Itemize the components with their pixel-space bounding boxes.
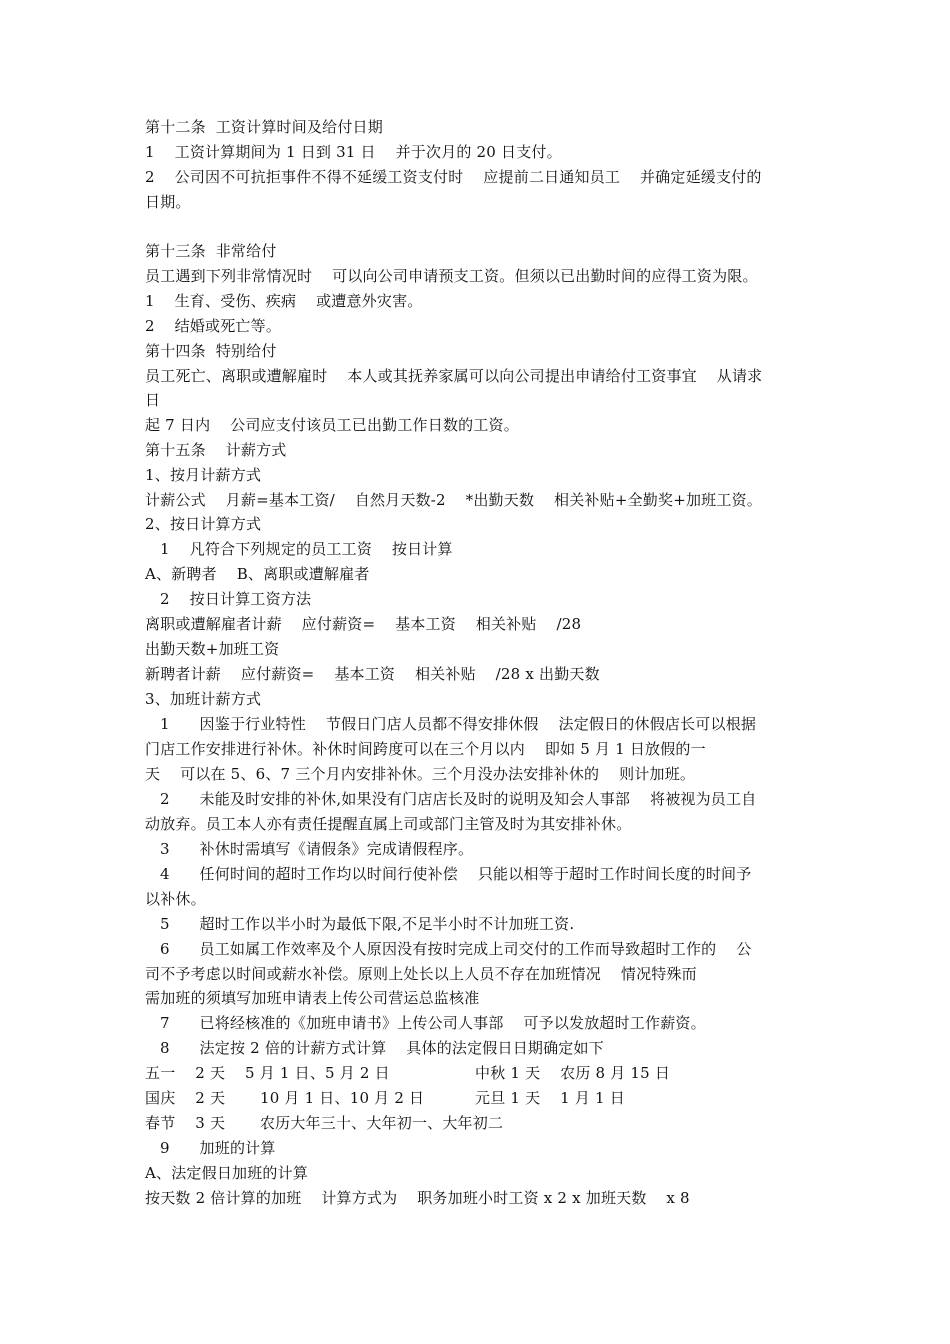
paragraph-line: 出勤天数+加班工资 [145,640,280,658]
paragraph-line: 员工遇到下列非常情况时 可以向公司申请预支工资。但须以已出勤时间的应得工资为限。 [145,267,758,285]
holiday-mid-autumn: 中秋 1 天 农历 8 月 15 日 [475,1064,671,1082]
paragraph-line: 天 可以在 5、6、7 三个月内安排补休。三个月没办法安排补休的 则计加班。 [145,765,696,783]
paragraph-line: 3 补休时需填写《请假条》完成请假程序。 [160,840,474,858]
paragraph-line: 日 [145,391,161,409]
paragraph-line: 2 未能及时安排的补休,如果没有门店店长及时的说明及知会人事部 将被视为员工自 [160,790,757,808]
paragraph-line: 1 生育、受伤、疾病 或遭意外灾害。 [145,292,423,310]
holiday-national-day: 国庆 2 天 10 月 1 日、10 月 2 日 [145,1089,425,1107]
paragraph-line: 新聘者计薪 应付薪资= 基本工资 相关补贴 /28 x 出勤天数 [145,665,600,683]
paragraph-line: 按天数 2 倍计算的加班 计算方式为 职务加班小时工资 x 2 x 加班天数 x 8 [145,1189,690,1207]
paragraph-line: 7 已将经核准的《加班申请书》上传公司人事部 可予以发放超时工作薪资。 [160,1014,706,1032]
paragraph-line: 6 员工如属工作效率及个人原因没有按时完成上司交付的工作而导致超时工作的 公 [160,940,752,958]
section-heading: A、法定假日加班的计算 [145,1164,309,1182]
paragraph-line: 5 超时工作以半小时为最低下限,不足半小时不计加班工资. [160,915,575,933]
paragraph-line: 离职或遭解雇者计薪 应付薪资= 基本工资 相关补贴 /28 [145,615,582,633]
paragraph-line: 需加班的须填写加班申请表上传公司营运总监核准 [145,989,480,1007]
article-14-heading: 第十四条 特别给付 [145,342,277,360]
paragraph-line: 2 结婚或死亡等。 [145,317,282,335]
paragraph-line: A、新聘者 B、离职或遭解雇者 [145,565,370,583]
paragraph-line: 以补休。 [145,890,206,908]
article-15-heading: 第十五条 计薪方式 [145,441,287,459]
paragraph-line: 门店工作安排进行补休。补休时间跨度可以在三个月以内 即如 5 月 1 日放假的一 [145,740,706,758]
paragraph-line: 动放弃。员工本人亦有责任提醒直属上司或部门主管及时为其安排补休。 [145,815,632,833]
paragraph-line: 9 加班的计算 [160,1139,276,1157]
article-12-heading: 第十二条 工资计算时间及给付日期 [145,118,383,136]
holiday-spring-festival: 春节 3 天 农历大年三十、大年初一、大年初二 [145,1114,504,1132]
section-heading: 1、按月计薪方式 [145,466,262,484]
paragraph-line: 1 凡符合下列规定的员工工资 按日计算 [160,540,453,558]
paragraph-line: 起 7 日内 公司应支付该员工已出勤工作日数的工资。 [145,416,519,434]
paragraph-line: 8 法定按 2 倍的计薪方式计算 具体的法定假日日期确定如下 [160,1039,604,1057]
paragraph-line: 2 公司因不可抗拒事件不得不延缓工资支付时 应提前二日通知员工 并确定延缓支付的 [145,168,762,186]
holiday-new-year: 元旦 1 天 1 月 1 日 [475,1089,625,1107]
paragraph-line: 1 因鉴于行业特性 节假日门店人员都不得安排休假 法定假日的休假店长可以根据 [160,715,757,733]
paragraph-line: 计薪公式 月薪=基本工资/ 自然月天数-2 *出勤天数 相关补贴+全勤奖+加班工资。 [145,491,762,509]
paragraph-line: 司不予考虑以时间或薪水补偿。原则上处长以上人员不存在加班情况 情况特殊而 [145,965,697,983]
paragraph-line: 4 任何时间的超时工作均以时间行使补偿 只能以相等于超时工作时间长度的时间予 [160,865,752,883]
section-heading: 3、加班计薪方式 [145,690,262,708]
holiday-may-day: 五一 2 天 5 月 1 日、5 月 2 日 [145,1064,390,1082]
paragraph-line: 1 工资计算期间为 1 日到 31 日 并于次月的 20 日支付。 [145,143,562,161]
paragraph-line: 2 按日计算工资方法 [160,590,312,608]
article-13-heading: 第十三条 非常给付 [145,242,277,260]
paragraph-line: 日期。 [145,193,191,211]
paragraph-line: 员工死亡、离职或遭解雇时 本人或其抚养家属可以向公司提出申请给付工资事宜 从请求 [145,367,763,385]
section-heading: 2、按日计算方式 [145,515,262,533]
